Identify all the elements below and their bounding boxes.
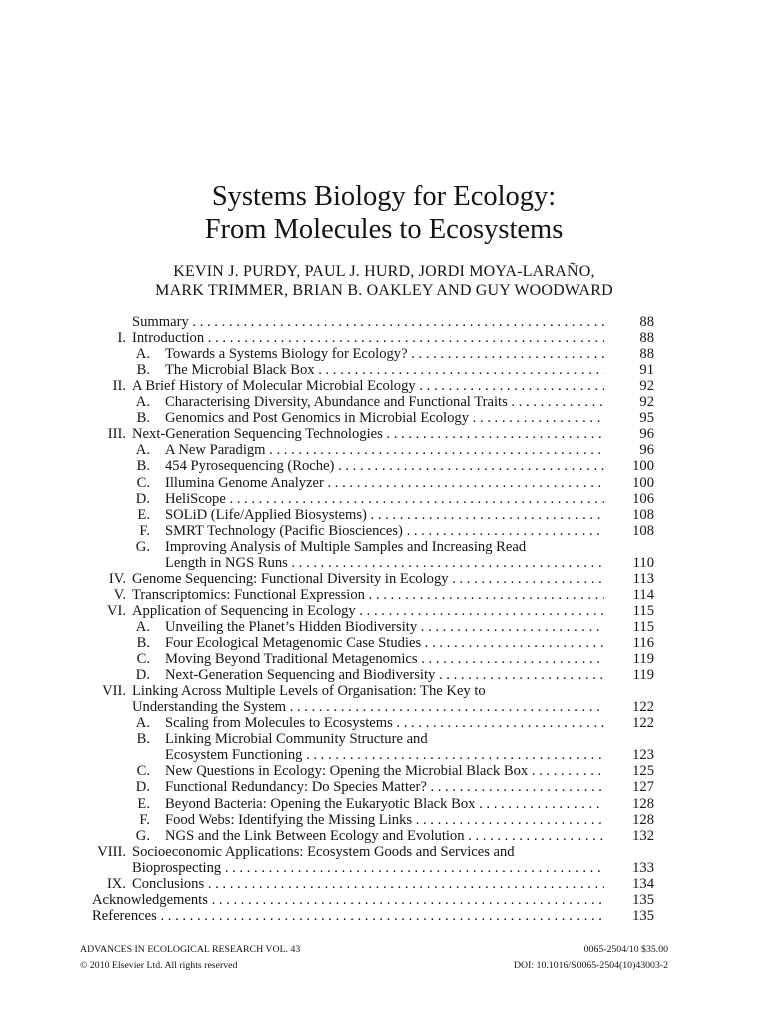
toc-subsection-letter: A. [135,442,150,459]
toc-page-number: 106 [632,490,654,507]
toc-subsection-letter: F. [139,811,150,828]
toc-entry [0,699,768,715]
toc-entry-title: New Questions in Ecology: Opening the Microbial Black Box . . . [165,763,604,779]
toc-page-number: 91 [639,362,654,379]
footer-left [80,942,300,974]
toc-page-number: 92 [639,378,654,395]
toc-page-number: 96 [639,426,654,443]
toc-entry-title: Introduction . . . [132,330,604,346]
toc-entry-title: References . . . [92,908,604,924]
issn-price: 0065-2504/10 $35.00 [583,944,668,955]
toc-section-number: VI. [106,602,126,619]
toc-section-number: I. [117,330,126,347]
toc-entry [0,442,768,458]
toc-subsection-letter: B. [136,731,150,748]
toc-page-number: 122 [632,715,654,732]
toc-entry [0,587,768,603]
author-list [0,262,768,300]
toc-entry-title: Characterising Diversity, Abundance and Functional Traits . . . [165,394,604,410]
toc-subsection-letter: A. [135,715,150,732]
toc-page-number: 133 [632,859,654,876]
toc-entry-title: 454 Pyrosequencing (Roche) . . . [165,458,604,474]
toc-entry [0,731,768,747]
toc-entry-title: Next-Generation Sequencing Technologies . . . [132,426,604,442]
toc-page-number: 119 [632,667,654,684]
toc-entry-title: Understanding the System . . . [132,699,604,715]
toc-entry-title: Application of Sequencing in Ecology . . . [132,603,604,619]
toc-subsection-letter: D. [135,779,150,796]
toc-entry [0,603,768,619]
toc-page-number: 128 [632,811,654,828]
toc-entry [0,779,768,795]
toc-entry [0,860,768,876]
toc-page-number: 115 [632,618,654,635]
toc-entry [0,876,768,892]
toc-subsection-letter: G. [135,827,150,844]
toc-entry [0,796,768,812]
series-volume: ADVANCES IN ECOLOGICAL RESEARCH VOL. 43 [80,944,301,955]
toc-entry-title: SOLiD (Life/Applied Biosystems) . . . [165,507,604,523]
toc-entry-title: A Brief History of Molecular Microbial Ecology . . . [132,378,604,394]
toc-entry [0,844,768,860]
toc-subsection-letter: C. [136,651,150,668]
author-line-2: MARK TRIMMER, BRIAN B. OAKLEY AND GUY WOODWARD [155,282,613,299]
toc-page-number: 100 [632,474,654,491]
toc-page-number: 113 [632,570,654,587]
toc-page-number: 135 [632,907,654,924]
toc-page-number: 135 [632,891,654,908]
toc-entry [0,635,768,651]
toc-subsection-letter: A. [135,394,150,411]
toc-page-number: 132 [632,827,654,844]
toc-entry [0,426,768,442]
toc-entry-title: Transcriptomics: Functional Expression . . . [132,587,604,603]
toc-entry-title: Acknowledgements . . . [92,892,604,908]
toc-section-number: VII. [102,683,126,700]
toc-entry-title: Moving Beyond Traditional Metagenomics . . . [165,651,604,667]
toc-subsection-letter: A. [135,618,150,635]
chapter-title [0,180,768,246]
toc-subsection-letter: C. [136,474,150,491]
toc-page-number: 114 [632,586,654,603]
toc-entry [0,330,768,346]
toc-page-number: 108 [632,506,654,523]
toc-subsection-letter: F. [139,522,150,539]
toc-entry [0,715,768,731]
toc-entry [0,394,768,410]
toc-entry-title: Genome Sequencing: Functional Diversity in Ecology . . . [132,571,604,587]
toc-page-number: 125 [632,763,654,780]
chapter-title-line-2: From Molecules to Ecosystems [204,214,564,245]
toc-entry-title: Functional Redundancy: Do Species Matter? . . . [165,779,604,795]
toc-page-number: 110 [632,554,654,571]
toc-entry [0,908,768,924]
doi: DOI: 10.1016/S0065-2504(10)43003-2 [513,960,668,971]
toc-entry-title: Linking Across Multiple Levels of Organisation: The Key to [132,683,486,700]
toc-page-number: 88 [639,346,654,363]
toc-subsection-letter: A. [135,346,150,363]
toc-page-number: 119 [632,651,654,668]
toc-page-number: 128 [632,795,654,812]
toc-entry [0,667,768,683]
toc-entry-title: Unveiling the Planet’s Hidden Biodiversity . . . [165,619,604,635]
toc-entry [0,539,768,555]
toc-entry-title: The Microbial Black Box . . . [165,362,604,378]
toc-entry-title: Bioprospecting . . . [132,860,604,876]
toc-section-number: IX. [106,875,126,892]
toc-entry [0,314,768,330]
toc-entry-title: Socioeconomic Applications: Ecosystem Goods and Services and [132,843,515,860]
toc-subsection-letter: G. [135,538,150,555]
toc-entry [0,651,768,667]
toc-page-number: 123 [632,747,654,764]
toc-page-number: 95 [639,410,654,427]
toc-page-number: 134 [632,875,654,892]
toc-entry-title: Length in NGS Runs . . . [165,555,604,571]
toc-entry-title: Beyond Bacteria: Opening the Eukaryotic Black Box . . . [165,796,604,812]
toc-subsection-letter: E. [137,506,150,523]
toc-section-number: VIII. [97,843,126,860]
toc-page-number: 115 [632,602,654,619]
toc-entry-title: Summary . . . [132,314,604,330]
author-line-1: KEVIN J. PURDY, PAUL J. HURD, JORDI MOYA-LARAÑO, [173,263,595,280]
toc-entry-title: Genomics and Post Genomics in Microbial Ecology . . . [165,410,604,426]
toc-entry-title: Ecosystem Functioning . . . [165,747,604,763]
toc-entry-title: HeliScope . . . [165,491,604,507]
toc-section-number: III. [107,426,126,443]
copyright-notice: © 2010 Elsevier Ltd. All rights reserved [80,960,238,971]
toc-entry-title: Conclusions . . . [132,876,604,892]
toc-entry [0,619,768,635]
toc-entry-title: A New Paradigm . . . [165,442,604,458]
toc-entry-title: NGS and the Link Between Ecology and Evolution . . . [165,828,604,844]
toc-entry [0,410,768,426]
chapter-title-line-1: Systems Biology for Ecology: [211,181,557,212]
toc-page-number: 116 [632,635,654,651]
toc-entry [0,571,768,587]
toc-subsection-letter: D. [135,490,150,507]
toc-entry [0,812,768,828]
toc-subsection-letter: B. [136,410,150,427]
toc-subsection-letter: B. [136,458,150,475]
toc-page-number: 92 [639,394,654,411]
toc-entry [0,491,768,507]
toc-entry [0,892,768,908]
toc-section-number: IV. [108,570,126,587]
toc-entry [0,555,768,571]
toc-entry [0,507,768,523]
toc-entry-title: SMRT Technology (Pacific Biosciences) . . . [165,523,604,539]
toc-entry [0,475,768,491]
toc-entry [0,828,768,844]
toc-entry [0,378,768,394]
toc-entry-title: Linking Microbial Community Structure and [165,731,428,748]
footer-right [514,942,668,974]
toc-section-number: II. [112,378,126,395]
toc-subsection-letter: B. [136,362,150,379]
toc-subsection-letter: E. [137,795,150,812]
toc-page-number: 122 [632,699,654,716]
toc-section-number: V. [113,586,126,603]
toc-entry [0,763,768,779]
toc-subsection-letter: B. [136,635,150,651]
toc-page-number: 96 [639,442,654,459]
toc-page-number: 108 [632,522,654,539]
toc-entry [0,523,768,539]
toc-page-number: 88 [639,330,654,347]
toc-entry [0,346,768,362]
toc-entry [0,747,768,763]
toc-entry-title: Scaling from Molecules to Ecosystems . . . [165,715,604,731]
toc-entry-title: Next-Generation Sequencing and Biodiversity . . . [165,667,604,683]
toc-subsection-letter: C. [136,763,150,780]
toc-entry-title: Improving Analysis of Multiple Samples and Increasing Read [165,538,527,555]
toc-entry-title: Illumina Genome Analyzer . . . [165,475,604,491]
toc-entry [0,362,768,378]
toc-entry [0,683,768,699]
toc-page-number: 88 [639,314,654,330]
toc-page-number: 100 [632,458,654,475]
toc-subsection-letter: D. [135,667,150,684]
toc-entry [0,458,768,474]
toc-entry-title: Towards a Systems Biology for Ecology? . . . [165,346,604,362]
toc-entry-title: Four Ecological Metagenomic Case Studies . . . [165,635,604,651]
toc-entry-title: Food Webs: Identifying the Missing Links . . . [165,812,604,828]
toc-page-number: 127 [632,779,654,796]
